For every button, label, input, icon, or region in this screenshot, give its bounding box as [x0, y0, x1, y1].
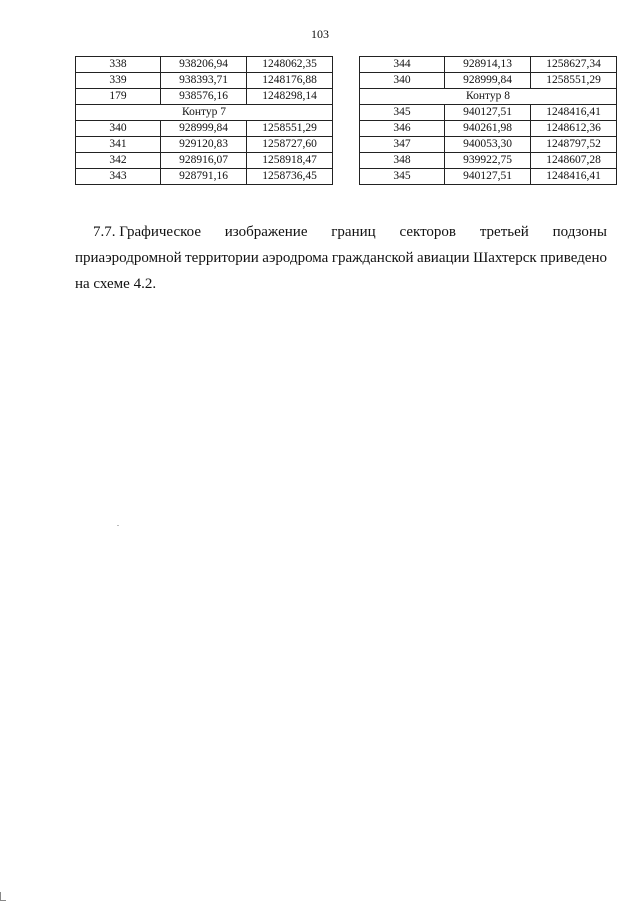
x-coordinate-cell: 929120,83	[161, 137, 247, 153]
table-row	[76, 169, 333, 185]
point-number-cell: 348	[360, 153, 445, 169]
point-number-cell: 343	[76, 169, 161, 185]
x-coordinate-cell: 938206,94	[161, 57, 247, 73]
table-row	[360, 57, 617, 73]
x-coordinate-cell: 940261,98	[445, 121, 531, 137]
point-number-cell: 346	[360, 121, 445, 137]
table-row	[360, 105, 617, 121]
table-row	[360, 121, 617, 137]
y-coordinate-cell: 1248416,41	[531, 105, 617, 121]
y-coordinate-cell: 1258727,60	[247, 137, 333, 153]
paragraph-word: границ	[331, 224, 376, 240]
contour-header-row	[76, 105, 333, 121]
paragraph-word: аэродрома	[262, 250, 329, 266]
table-row	[76, 89, 333, 105]
x-coordinate-cell: 928999,84	[445, 73, 531, 89]
x-coordinate-cell: 938393,71	[161, 73, 247, 89]
paragraph-word: подзоны	[552, 224, 607, 240]
paragraph-word: Шахтерск	[473, 250, 537, 266]
table-row	[76, 73, 333, 89]
point-number-cell: 347	[360, 137, 445, 153]
y-coordinate-cell: 1258551,29	[247, 121, 333, 137]
point-number-cell: 338	[76, 57, 161, 73]
y-coordinate-cell: 1258551,29	[531, 73, 617, 89]
y-coordinate-cell: 1248612,36	[531, 121, 617, 137]
paragraph-word: территории	[185, 250, 259, 266]
y-coordinate-cell: 1248416,41	[531, 169, 617, 185]
x-coordinate-cell: 928916,07	[161, 153, 247, 169]
paragraph-word: приаэродромной	[75, 250, 182, 266]
x-coordinate-cell: 940127,51	[445, 105, 531, 121]
contour-header: Контур 7	[76, 105, 333, 121]
paragraph-word: гражданской	[331, 250, 414, 266]
x-coordinate-cell: 928914,13	[445, 57, 531, 73]
point-number-cell: 339	[76, 73, 161, 89]
point-number-cell: 345	[360, 105, 445, 121]
point-number-cell: 344	[360, 57, 445, 73]
y-coordinate-cell: 1248176,88	[247, 73, 333, 89]
y-coordinate-cell: 1248062,35	[247, 57, 333, 73]
y-coordinate-cell: 1258627,34	[531, 57, 617, 73]
paragraph-word: 7.7. Графическое	[93, 224, 201, 240]
paragraph-word: изображение	[224, 224, 308, 240]
table-row	[76, 121, 333, 137]
paragraph-word: секторов	[399, 224, 457, 240]
paragraph-line-1	[75, 219, 607, 245]
table-row	[76, 57, 333, 73]
scan-speck	[117, 525, 119, 526]
y-coordinate-cell: 1258918,47	[247, 153, 333, 169]
table-row	[76, 153, 333, 169]
x-coordinate-cell: 928791,16	[161, 169, 247, 185]
y-coordinate-cell: 1248797,52	[531, 137, 617, 153]
contour-header: Контур 8	[360, 89, 617, 105]
x-coordinate-cell: 939922,75	[445, 153, 531, 169]
paragraph-word: авиации	[417, 250, 470, 266]
y-coordinate-cell: 1248607,28	[531, 153, 617, 169]
paragraph-word: приведено	[540, 250, 607, 266]
point-number-cell: 342	[76, 153, 161, 169]
x-coordinate-cell: 928999,84	[161, 121, 247, 137]
point-number-cell: 340	[360, 73, 445, 89]
table-row	[360, 153, 617, 169]
coordinates-table-left	[75, 56, 333, 185]
paragraph-line-2	[75, 245, 607, 271]
point-number-cell: 345	[360, 169, 445, 185]
contour-header-row	[360, 89, 617, 105]
table-row	[360, 137, 617, 153]
point-number-cell: 340	[76, 121, 161, 137]
x-coordinate-cell: 940053,30	[445, 137, 531, 153]
y-coordinate-cell: 1258736,45	[247, 169, 333, 185]
point-number-cell: 179	[76, 89, 161, 105]
table-row	[76, 137, 333, 153]
coordinates-table-right	[359, 56, 617, 185]
point-number-cell: 341	[76, 137, 161, 153]
scan-edge-mark	[0, 892, 6, 901]
paragraph-word: третьей	[479, 224, 529, 240]
x-coordinate-cell: 938576,16	[161, 89, 247, 105]
table-row	[360, 73, 617, 89]
y-coordinate-cell: 1248298,14	[247, 89, 333, 105]
page-number: 103	[311, 27, 329, 41]
x-coordinate-cell: 940127,51	[445, 169, 531, 185]
paragraph-line-3: на схеме 4.2.	[75, 276, 157, 292]
table-row	[360, 169, 617, 185]
section-paragraph	[75, 219, 607, 297]
